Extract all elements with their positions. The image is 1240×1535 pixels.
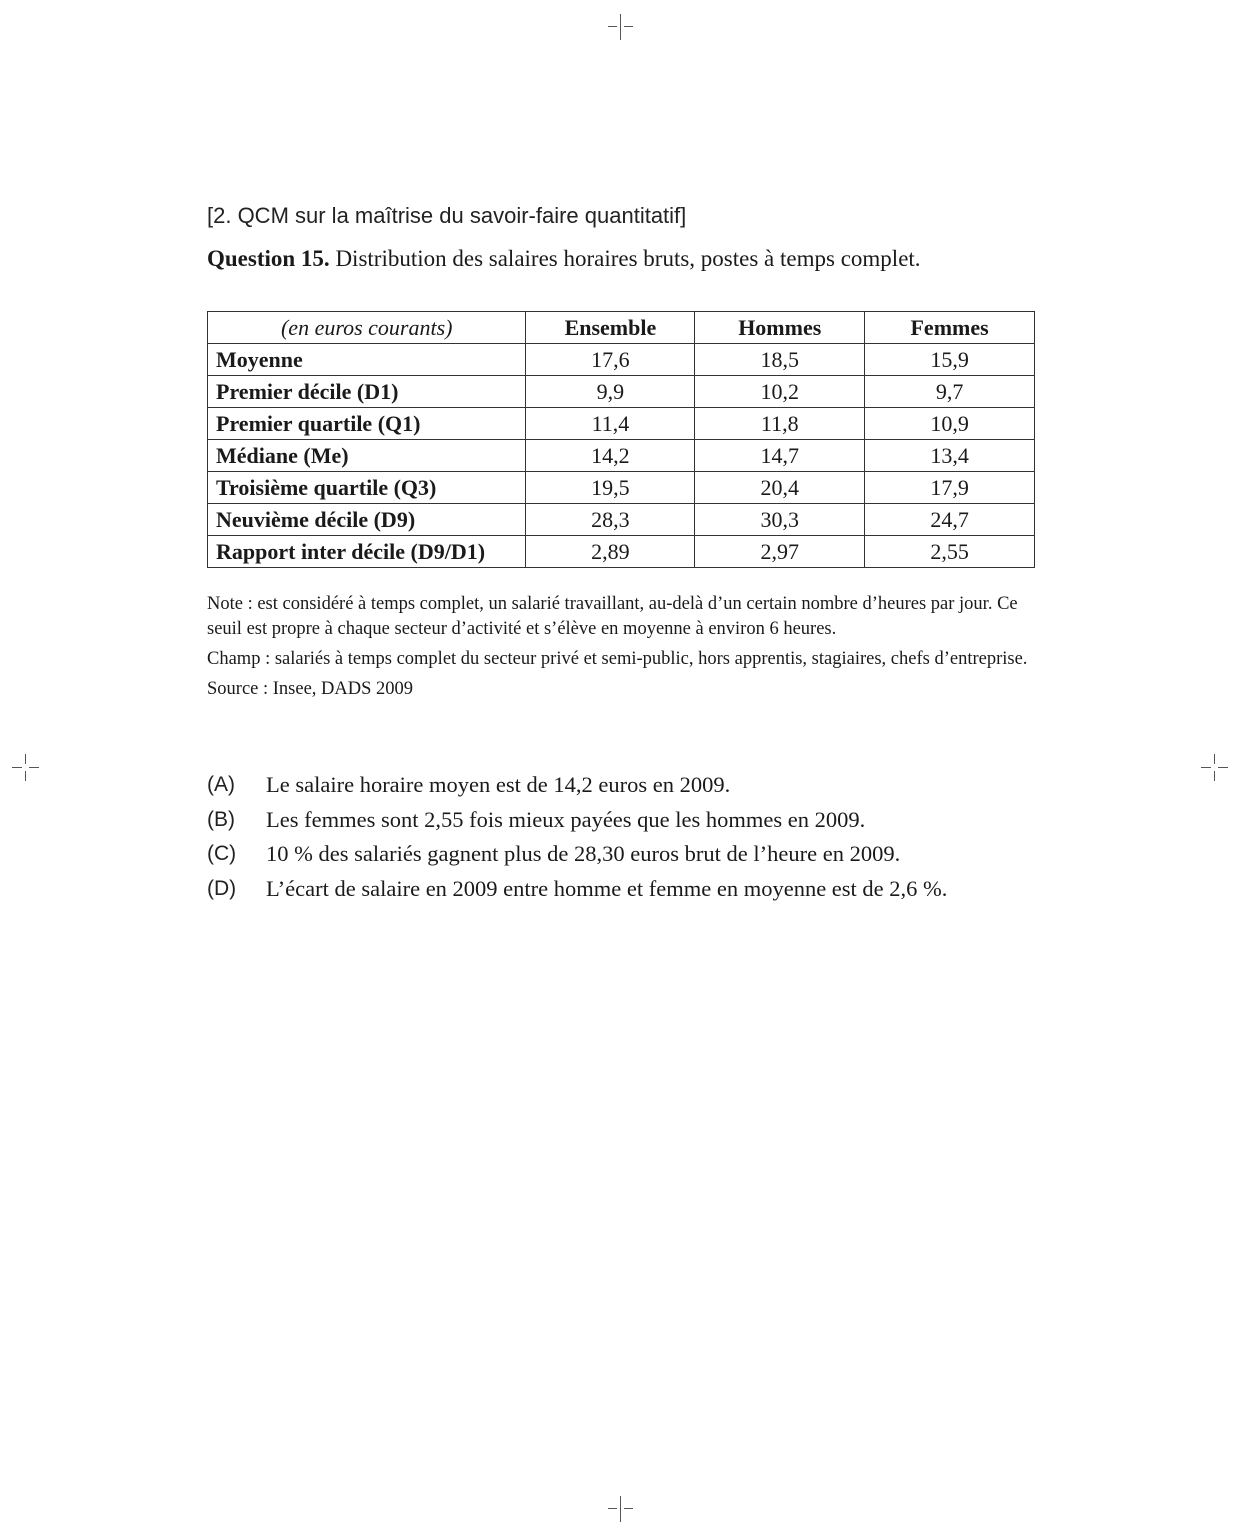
header-ensemble: Ensemble xyxy=(526,312,695,344)
table-row xyxy=(208,344,1035,376)
cell-hommes: 20,4 xyxy=(695,472,865,504)
question-text: Distribution des salaires horaires bruts, postes à temps complet. xyxy=(329,246,921,271)
cell-hommes: 18,5 xyxy=(695,344,865,376)
cell-ensemble: 17,6 xyxy=(526,344,695,376)
cell-ensemble: 28,3 xyxy=(526,504,695,536)
table-row xyxy=(208,504,1035,536)
answer-letter: (B) xyxy=(207,807,235,831)
answer-options xyxy=(207,768,947,906)
row-label: Rapport inter décile (D9/D1) xyxy=(208,536,526,568)
cell-ensemble: 14,2 xyxy=(526,440,695,472)
cell-femmes: 15,9 xyxy=(865,344,1035,376)
header-femmes: Femmes xyxy=(865,312,1035,344)
cell-femmes: 17,9 xyxy=(865,472,1035,504)
cell-hommes: 30,3 xyxy=(695,504,865,536)
header-unit: (en euros courants) xyxy=(208,312,526,344)
question-heading xyxy=(207,246,921,272)
answer-option-a[interactable] xyxy=(207,768,947,803)
answer-letter: (C) xyxy=(207,842,237,866)
answer-option-b[interactable] xyxy=(207,803,947,838)
question-number: Question 15. xyxy=(207,246,330,271)
cell-hommes: 10,2 xyxy=(695,376,865,408)
cell-hommes: 2,97 xyxy=(695,536,865,568)
salary-distribution-table xyxy=(207,311,1035,568)
answer-text: Les femmes sont 2,55 fois mieux payées que les hommes en 2009. xyxy=(266,806,866,832)
cell-femmes: 9,7 xyxy=(865,376,1035,408)
answer-text: 10 % des salariés gagnent plus de 28,30 euros brut de l’heure en 2009. xyxy=(266,841,901,867)
cell-hommes: 11,8 xyxy=(695,408,865,440)
crop-mark-top xyxy=(608,14,634,40)
cell-hommes: 14,7 xyxy=(695,440,865,472)
answer-text: L’écart de salaire en 2009 entre homme et femme en moyenne est de 2,6 %. xyxy=(266,875,948,901)
note-text: Note : est considéré à temps complet, un salarié travaillant, au-delà d’un certain nombre d’heures par jour. Ce seuil est propre à chaque secteur d’activité et s’élève en moyenne à environ 6 heures. xyxy=(207,594,1018,639)
row-label: Troisième quartile (Q3) xyxy=(208,472,526,504)
row-label: Médiane (Me) xyxy=(208,440,526,472)
cell-femmes: 10,9 xyxy=(865,408,1035,440)
cell-femmes: 2,55 xyxy=(865,536,1035,568)
row-label: Moyenne xyxy=(208,344,526,376)
header-hommes: Hommes xyxy=(695,312,865,344)
table-row xyxy=(208,536,1035,568)
cell-ensemble: 11,4 xyxy=(526,408,695,440)
table-row xyxy=(208,440,1035,472)
section-title: [2. QCM sur la maîtrise du savoir-faire quantitatif] xyxy=(207,203,687,228)
table-notes xyxy=(207,592,1037,707)
cell-ensemble: 19,5 xyxy=(526,472,695,504)
table-row xyxy=(208,376,1035,408)
cell-femmes: 13,4 xyxy=(865,440,1035,472)
answer-option-d[interactable] xyxy=(207,872,947,907)
crop-mark-bottom xyxy=(608,1496,634,1522)
cell-ensemble: 2,89 xyxy=(526,536,695,568)
source-text: Source : Insee, DADS 2009 xyxy=(207,679,414,699)
row-label: Premier décile (D1) xyxy=(208,376,526,408)
table-header-row xyxy=(208,312,1035,344)
answer-option-c[interactable] xyxy=(207,837,947,872)
answer-letter: (A) xyxy=(207,773,235,797)
answer-letter: (D) xyxy=(207,876,237,900)
table-row xyxy=(208,408,1035,440)
row-label: Premier quartile (Q1) xyxy=(208,408,526,440)
table-row xyxy=(208,472,1035,504)
champ-text: Champ : salariés à temps complet du secteur privé et semi-public, hors apprentis, stagiaires, chefs d’entreprise. xyxy=(207,649,1028,669)
crop-mark-right xyxy=(1201,754,1229,782)
row-label: Neuvième décile (D9) xyxy=(208,504,526,536)
answer-text: Le salaire horaire moyen est de 14,2 euros en 2009. xyxy=(266,772,731,798)
crop-mark-left xyxy=(12,754,40,782)
cell-ensemble: 9,9 xyxy=(526,376,695,408)
cell-femmes: 24,7 xyxy=(865,504,1035,536)
